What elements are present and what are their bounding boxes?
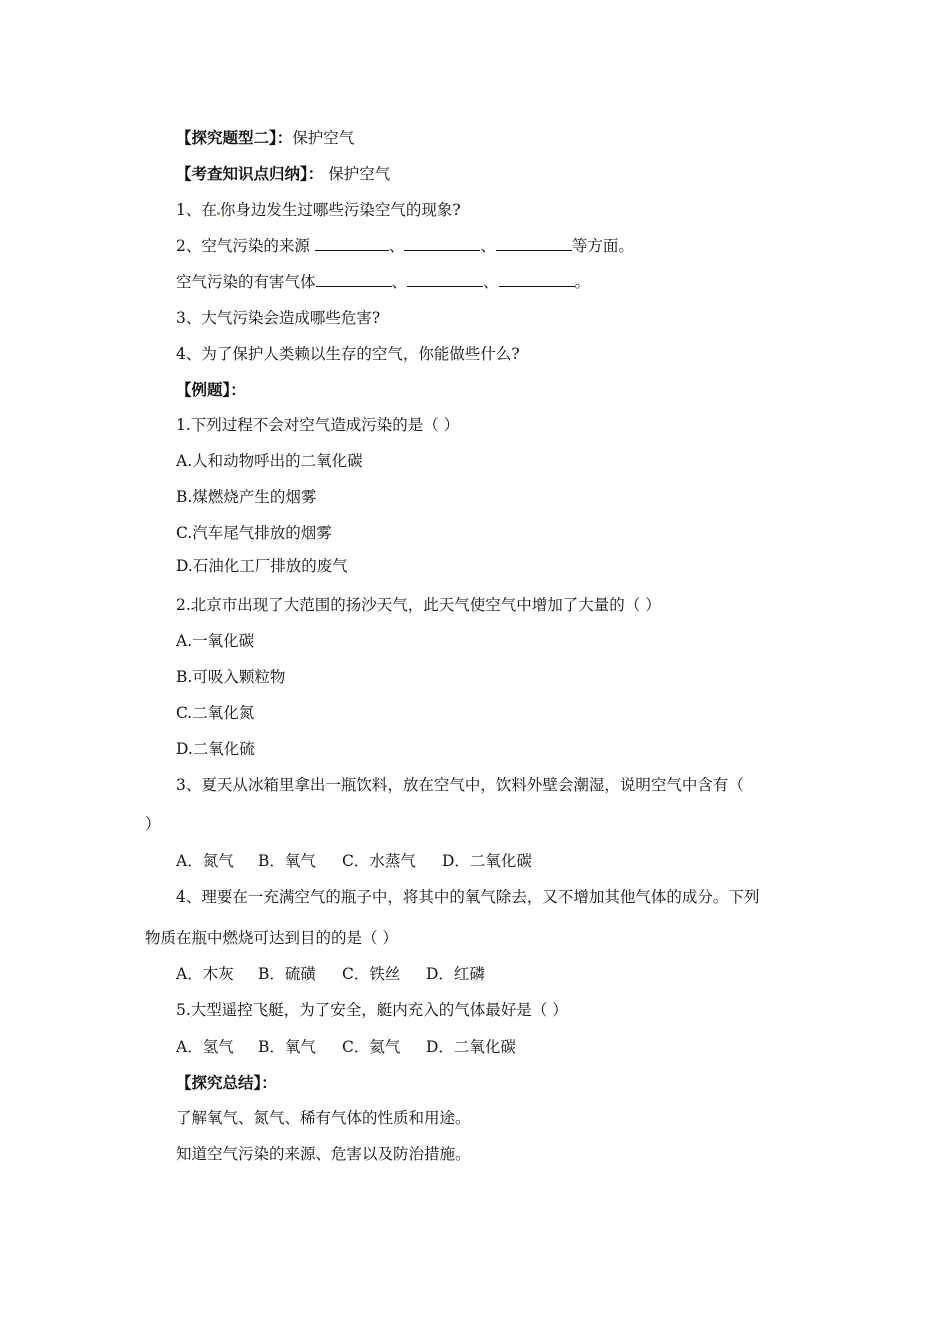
question-2b: 空气污染的有害气体 、 、 。 — [176, 273, 591, 291]
example-1-option: A.人和动物呼出的二氧化碳 — [176, 452, 363, 470]
question-1: 1、在 你身边发生过哪些污染空气的现象? — [176, 201, 461, 219]
example-4-option: B．硫磺 — [258, 965, 316, 983]
example-3-stem-end: ） — [145, 815, 161, 833]
example-4-option: C．铁丝 — [342, 965, 401, 983]
example-4-stem-end: 物质在瓶中燃烧可达到目的的是（ ） — [145, 929, 398, 947]
question-4: 4、为了保护人类赖以生存的空气，你能做些什么? — [176, 345, 520, 363]
summary-title: 【探究总结】： — [176, 1073, 277, 1092]
example-3-options — [176, 851, 532, 871]
example-3-option: C．水蒸气 — [342, 852, 416, 870]
example-3-option: D．二氧化碳 — [442, 852, 532, 870]
blank-field[interactable] — [496, 236, 572, 251]
section-title: 【探究题型二】：保护空气 — [176, 128, 355, 147]
example-1-option: C.汽车尾气排放的烟雾 — [176, 524, 332, 542]
example-4-option: D．红磷 — [426, 965, 485, 983]
summary-item: 了解氧气、氮气、稀有气体的性质和用途。 — [176, 1109, 471, 1127]
example-5-options — [176, 1037, 516, 1057]
blank-field[interactable] — [315, 236, 389, 251]
example-4-option: A．木灰 — [176, 965, 234, 983]
example-4-stem: 4、理要在一充满空气的瓶子中，将其中的氧气除去，又不增加其他气体的成分。下列 — [176, 888, 760, 906]
blank-field[interactable] — [407, 272, 483, 287]
example-5-option: D．二氧化碳 — [426, 1038, 516, 1056]
example-3-option: B．氧气 — [258, 852, 316, 870]
example-5-option: A．氢气 — [176, 1038, 234, 1056]
example-5-option: B．氧气 — [258, 1038, 316, 1056]
example-2-option: C.二氧化氮 — [176, 704, 255, 722]
example-2-option: D.二氧化硫 — [176, 740, 255, 758]
example-5-option: C．氦气 — [342, 1038, 401, 1056]
example-5-stem: 5.大型遥控飞艇，为了安全，艇内充入的气体最好是（ ） — [176, 1001, 568, 1019]
example-4-options — [176, 964, 485, 984]
summary-item: 知道空气污染的来源、危害以及防治措施。 — [176, 1145, 471, 1163]
question-2: 2、空气污染的来源 、 、 等方面。 — [176, 237, 634, 255]
example-3-stem: 3、夏天从冰箱里拿出一瓶饮料，放在空气中，饮料外壁会潮湿，说明空气中含有（ — [176, 776, 744, 794]
question-3: 3、大气污染会造成哪些危害? — [176, 309, 381, 327]
example-3-option: A．氮气 — [176, 852, 234, 870]
example-1-option: D.石油化工厂排放的废气 — [176, 557, 348, 575]
example-1-option: B.煤燃烧产生的烟雾 — [176, 488, 317, 506]
example-2-option: B.可吸入颗粒物 — [176, 668, 286, 686]
blank-field[interactable] — [499, 272, 575, 287]
blank-field[interactable] — [404, 236, 480, 251]
example-2-option: A.一氧化碳 — [176, 632, 255, 650]
example-1-stem: 1.下列过程不会对空气造成污染的是（ ） — [176, 416, 460, 434]
example-2-stem: 2.北京市出现了大范围的扬沙天气，此天气使空气中增加了大量的（ ） — [176, 596, 661, 614]
knowledge-title: 【考查知识点归纳】： 保护空气 — [176, 164, 391, 183]
blank-field[interactable] — [316, 272, 392, 287]
example-title: 【例题】： — [176, 380, 246, 399]
